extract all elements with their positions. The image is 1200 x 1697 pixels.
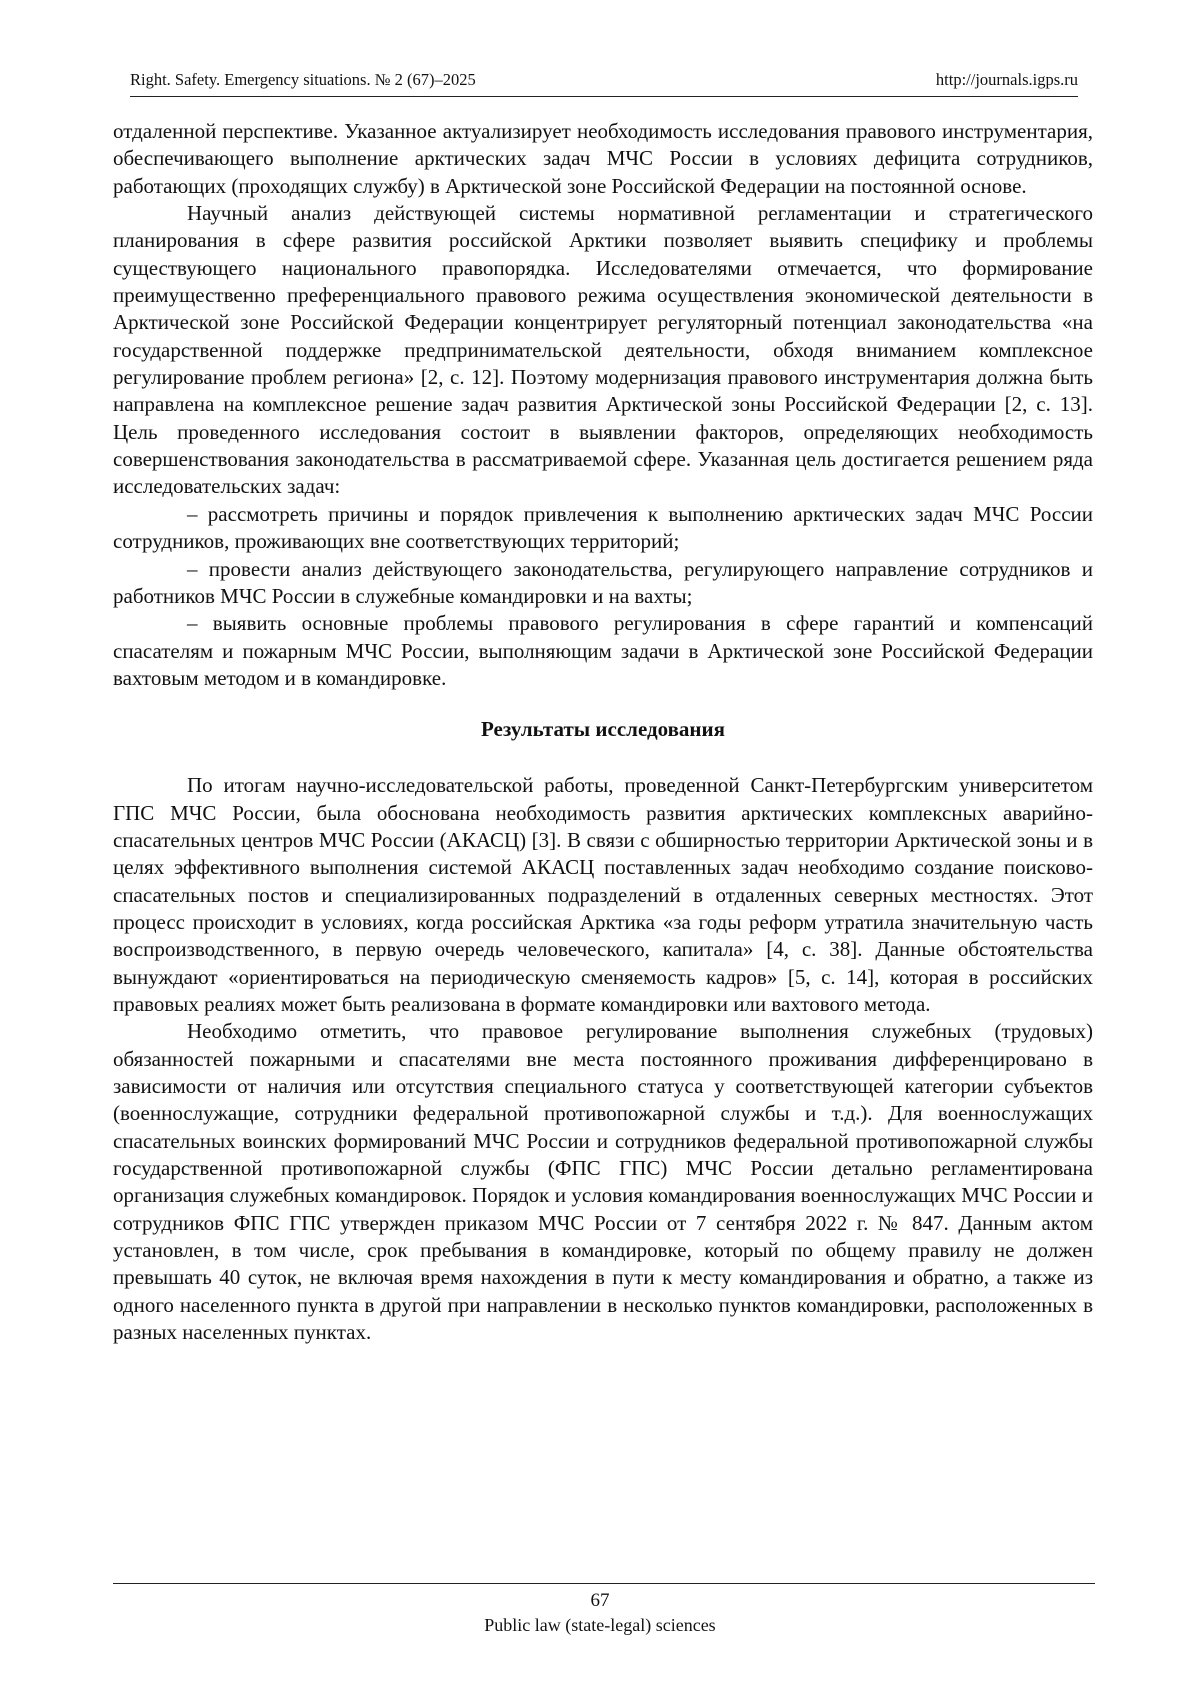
paragraph-analysis: Научный анализ действующей системы нормативной регламентации и стратегического планирования в сфере развития российской Арктики позволяет выявить специфику и проблемы существующего национального правопорядка. Исследователями отмечается, что формирование преимущественно преференциального правового режима осуществления экономической деятельности в Арктической зоне Российской Федерации концентрирует регуляторный потенциал законодательства «на государственной поддержке предпринимательской деятельности, обходя вниманием комплексное регулирование проблем региона» [2, с. 12]. Поэтому модернизация правового инструментария должна быть направлена на комплексное решение задач развития Арктической зоны Российской Федерации [2, с. 13]. Цель проведенного исследования состоит в выявлении факторов, определяющих необходимость совершенствования законодательства в рассматриваемой сфере. Указанная цель достигается решением ряда исследовательских задач: <box>113 201 1093 499</box>
footer-section-title: Public law (state-legal) sciences <box>484 1615 716 1635</box>
footer-divider <box>113 1583 1095 1584</box>
running-header <box>130 70 1078 97</box>
paragraph-regulation: Необходимо отметить, что правовое регулирование выполнения служебных (трудовых) обязанностей пожарными и спасателями вне места постоянного проживания дифференцировано в зависимости от наличия или отсутствия специального статуса у соответствующей категории субъектов (военнослужащие, сотрудники федеральной противопожарной службы и т.д.). Для военнослужащих спасательных воинских формирований МЧС России и сотрудников федеральной противопожарной службы государственной противопожарной службы (ФПС ГПС) МЧС России детально регламентирована организация служебных командировок. Порядок и условия командирования военнослужащих МЧС России и сотрудников ФПС ГПС утвержден приказом МЧС России от 7 сентября 2022 г. № 847. Данным актом установлен, в том числе, срок пребывания в командировке, который по общему правилу не должен превышать 40 суток, не включая время нахождения в пути к месту командирования и обратно, а также из одного населенного пункта в другой при направлении в несколько пунктов командировки, расположенных в разных населенных пунктах. <box>113 1019 1093 1345</box>
task-list-item-2: – провести анализ действующего законодательства, регулирующего направление сотрудников и работников МЧС России в служебные командировки и на вахты; <box>113 556 1093 608</box>
journal-title: Right. Safety. Emergency situations. № 2 (67)–2025 <box>130 70 476 89</box>
task-list-item-3: – выявить основные проблемы правового регулирования в сфере гарантий и компенсаций спасателям и пожарным МЧС России, выполняющим задачи в Арктической зоне Российской Федерации вахтовым методом и в командировке. <box>113 611 1093 690</box>
section-heading: Результаты исследования <box>481 717 725 742</box>
journal-url[interactable]: http://journals.igps.ru <box>935 70 1078 89</box>
page-number: 67 <box>590 1590 610 1611</box>
task-list-item-1: – рассмотреть причины и порядок привлечения к выполнению арктических задач МЧС России сотрудников, проживающих вне соответствующих территорий; <box>113 501 1093 554</box>
paragraph-results: По итогам научно-исследовательской работы, проведенной Санкт-Петербургским университетом ГПС МЧС России, была обоснована необходимость развития арктических комплексных аварийно-спасательных центров МЧС России (АКАСЦ) [3]. В связи с обширностью территории Арктической зоны и в целях эффективного выполнения системой АКАСЦ поставленных задач необходимо создание поисково-спасательных постов и специализированных подразделений в отдаленных северных местностях. Этот процесс происходит в условиях, когда российская Арктика «за годы реформ утратила значительную часть воспроизводственного, в первую очередь человеческого, капитала» [4, с. 38]. Данные обстоятельства вынуждают «ориентироваться на периодическую сменяемость кадров» [5, с. 14], которая в российских правовых реалиях может быть реализована в формате командировки или вахтового метода. <box>113 773 1093 1016</box>
article-body <box>113 118 1093 1346</box>
paragraph-continuation: отдаленной перспективе. Указанное актуализирует необходимость исследования правового инструментария, обеспечивающего выполнение арктических задач МЧС России в условиях дефицита сотрудников, работающих (проходящих службу) в Арктической зоне Российской Федерации на постоянной основе. <box>113 119 1093 198</box>
